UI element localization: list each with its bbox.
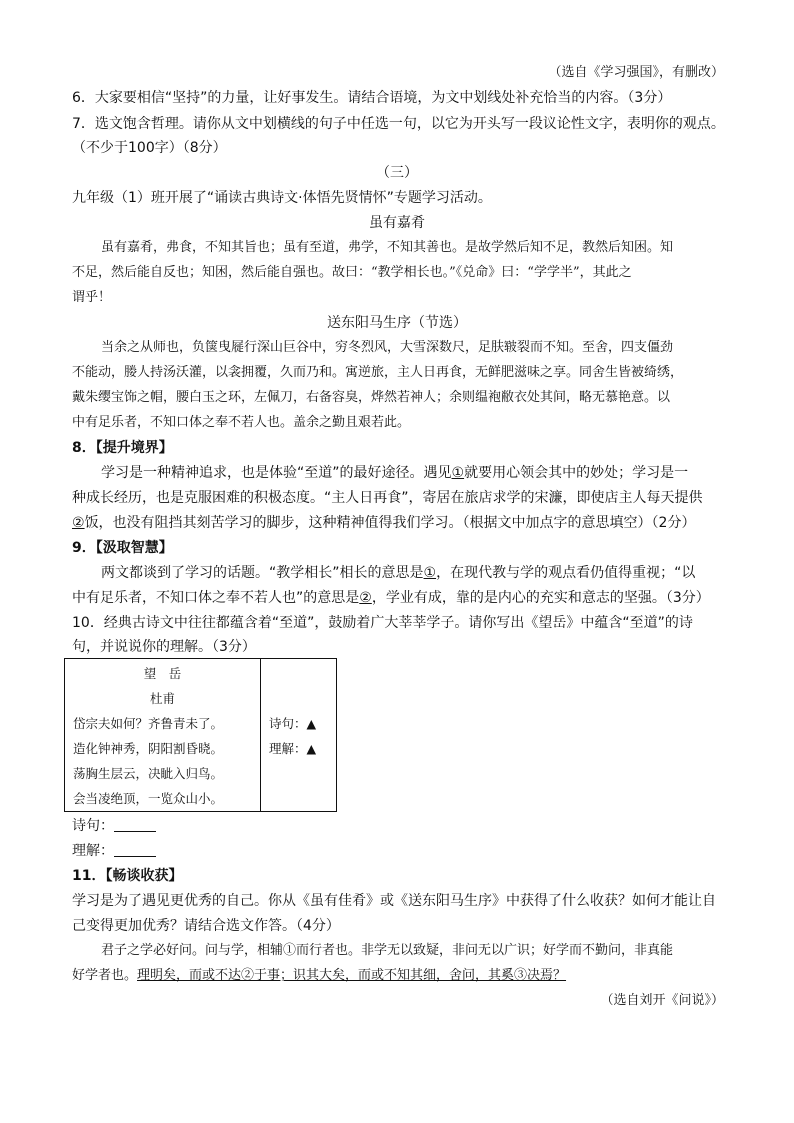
poem-line: 岱宗夫如何？齐鲁青未了。 xyxy=(73,716,224,731)
answer-blank-2: ② xyxy=(72,515,85,531)
section-three-heading: （三） xyxy=(376,165,418,181)
text1-line: 不足，然后能自反也；知困，然后能自强也。故曰：“教学相长也。”《兑命》曰：“学学半”，其此之 xyxy=(72,265,632,280)
table-answer-verse: 诗句：▲ xyxy=(269,716,317,731)
question-9-line2: 中有足乐者，不知口体之奉不若人也”的意思是②，学业有成，靠的是内心的充实和意志的坚强。（3分） xyxy=(72,590,710,606)
text1-title: 虽有嘉肴 xyxy=(369,215,425,231)
question-6: 6．大家要相信“坚持”的力量，让好事发生。请结合语境，为文中划线处补充恰当的内容。（3分） xyxy=(72,90,672,106)
answer-understanding-line: 理解： xyxy=(72,841,156,861)
question-10-line2: 句，并说说你的理解。（3分） xyxy=(72,639,256,655)
text2-line: 戴朱缨宝饰之帽，腰白玉之环，左佩刀，右备容臭，烨然若神人；余则缊袍敝衣处其间，略无慕艳意。以 xyxy=(72,390,671,405)
question-8-line2: 种成长经历，也是克服困难的积极态度。“主人日再食”，寄居在旅店求学的宋濂，即使店主人每天提供 xyxy=(72,490,703,506)
poem-line: 荡胸生层云，决眦入归鸟。 xyxy=(73,766,224,781)
table-answer-understanding: 理解：▲ xyxy=(269,741,317,756)
underlined-sentence: 理明矣，而或不达②于事；识其大矣，而或不知其细，舍问，其奚③决焉？ xyxy=(137,968,567,983)
table-divider xyxy=(260,659,261,811)
question-9-line1: 两文都谈到了学习的话题。“教学相长”相长的意思是①，在现代教与学的观点看仍值得重视；“以 xyxy=(101,565,696,581)
poem-table xyxy=(64,658,337,812)
source-note: （选自刘开《问说》） xyxy=(600,993,724,1008)
source-note: （选自《学习强国》，有删改） xyxy=(548,65,724,80)
text2-line: 不能动，媵人持汤沃灌，以衾拥覆，久而乃和。寓逆旅，主人日再食，无鲜肥滋味之享。同舍生皆被绮绣， xyxy=(72,365,684,380)
question-8-line1: 学习是一种精神追求，也是体验“至道”的最好途径。遇见①就要用心领会其中的妙处；学习是一 xyxy=(101,465,689,481)
question-9-heading: 9．【汲取智慧】 xyxy=(72,540,173,556)
text1-line: 虽有嘉肴，弗食，不知其旨也；虽有至道，弗学，不知其善也。是故学然后知不足，教然后知困。知 xyxy=(101,240,674,255)
answer-verse-line: 诗句： xyxy=(72,816,156,836)
poem-author: 杜甫 xyxy=(149,691,175,706)
answer-blank[interactable] xyxy=(114,842,156,857)
poem-line: 造化钟神秀，阴阳割昏晓。 xyxy=(73,741,224,756)
answer-blank-2: ② xyxy=(359,590,372,606)
question-11-line1: 学习是为了遇见更优秀的自己。你从《虽有佳肴》或《送东阳马生序》中获得了什么收获？如何才能让自 xyxy=(72,893,716,909)
text3-line: 好学者也。理明矣，而或不达②于事；识其大矣，而或不知其细，舍问，其奚③决焉？ xyxy=(72,968,567,983)
answer-blank-1: ① xyxy=(451,465,465,481)
text1-line: 谓乎！ xyxy=(72,290,112,305)
answer-blank[interactable] xyxy=(114,817,156,832)
question-8-heading: 8．【提升境界】 xyxy=(72,440,173,456)
question-8-line3: ②饭，也没有阻挡其刻苦学习的脚步，这种精神值得我们学习。（根据文中加点字的意思填空）（2分） xyxy=(72,515,696,531)
text2-line: 当余之从师也，负箧曳屣行深山巨谷中，穷冬烈风，大雪深数尺，足肤皲裂而不知。至舍，四支僵劲 xyxy=(101,340,674,355)
question-11-heading: 11．【畅谈收获】 xyxy=(72,868,183,884)
question-7-line1: 7．选文饱含哲理。请你从文中划横线的句子中任选一句，以它为开头写一段议论性文字，表明你的观点。 xyxy=(72,116,725,132)
question-11-line2: 己变得更加优秀？请结合选文作答。（4分） xyxy=(72,918,340,934)
question-7-line2: （不少于100字）（8分） xyxy=(72,140,227,156)
question-10-line1: 10．经典古诗文中往往都蕴含着“至道”，鼓励着广大莘莘学子。请你写出《望岳》中蕴含“至道”的诗 xyxy=(72,615,693,631)
answer-blank-1: ① xyxy=(423,565,437,581)
text2-line: 中有足乐者，不知口体之奉不若人也。盖余之勤且艰若此。 xyxy=(72,415,411,430)
text3-line: 君子之学必好问。问与学，相辅①而行者也。非学无以致疑，非问无以广识；好学而不勤问，非真能 xyxy=(101,943,674,958)
poem-line: 会当凌绝顶，一览众山小。 xyxy=(73,791,224,806)
text2-title: 送东阳马生序（节选） xyxy=(327,315,467,331)
activity-intro: 九年级（1）班开展了“诵读古典诗文·体悟先贤情怀”专题学习活动。 xyxy=(72,190,492,206)
poem-title: 望 岳 xyxy=(143,666,182,681)
